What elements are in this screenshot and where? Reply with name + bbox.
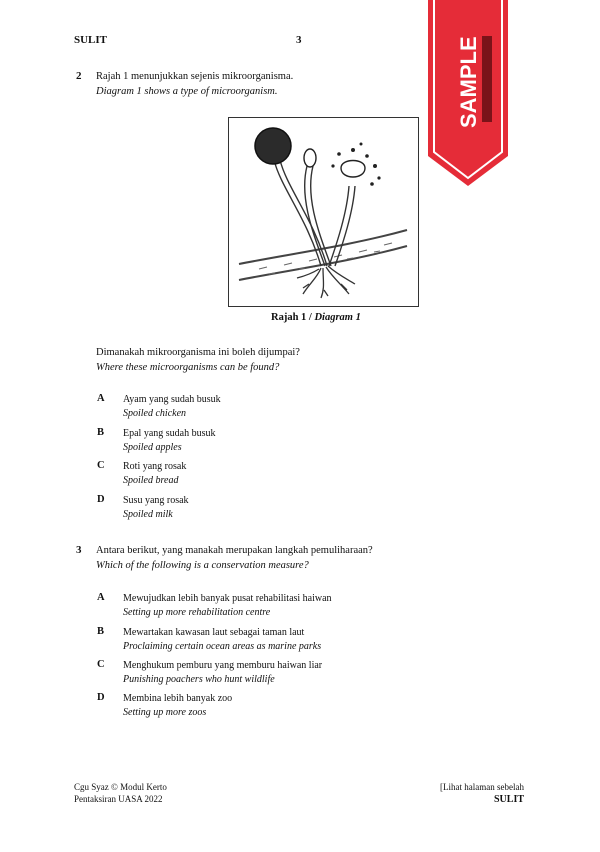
- q3-option-a-ms[interactable]: Mewujudkan lebih banyak pusat rehabilitasi haiwan: [123, 593, 332, 604]
- sporangium-mature: [255, 128, 291, 164]
- question-3-stem-ms: Antara berikut, yang manakah merupakan langkah pemuliharaan?: [96, 545, 373, 556]
- q2-option-b-en[interactable]: Spoiled apples: [123, 442, 182, 453]
- q2-option-b-letter[interactable]: B: [97, 427, 105, 438]
- q3-option-d-en[interactable]: Setting up more zoos: [123, 707, 207, 718]
- q3-option-b-en[interactable]: Proclaiming certain ocean areas as marine parks: [123, 641, 322, 652]
- q3-option-a-en[interactable]: Setting up more rehabilitation centre: [123, 607, 271, 618]
- q2-option-b-ms[interactable]: Epal yang sudah busuk: [123, 428, 216, 439]
- q2-option-c-en[interactable]: Spoiled bread: [123, 475, 179, 486]
- q2-option-a-en[interactable]: Spoiled chicken: [123, 408, 187, 419]
- diagram-1-caption: [271, 312, 361, 323]
- sporangium-bursting: [341, 161, 365, 178]
- question-3-number: 3: [76, 544, 82, 556]
- q3-option-a-letter[interactable]: A: [97, 592, 105, 603]
- q3-option-c-letter[interactable]: C: [97, 659, 105, 670]
- q2-option-a-ms[interactable]: Ayam yang sudah busuk: [123, 394, 221, 405]
- q2-option-c-ms[interactable]: Roti yang rosak: [123, 461, 187, 472]
- question-2-prompt-en: Where these microorganisms can be found?: [96, 362, 280, 373]
- question-2-prompt-ms: Dimanakah mikroorganisma ini boleh dijumpai?: [96, 347, 300, 358]
- question-2-stem-ms: Rajah 1 menunjukkan sejenis mikroorganisma.: [96, 71, 294, 82]
- sporangium-young: [304, 149, 316, 167]
- q3-option-b-ms[interactable]: Mewartakan kawasan laut sebagai taman laut: [123, 627, 305, 638]
- q3-option-d-letter[interactable]: D: [97, 692, 105, 703]
- footer-left-line2: Pentaksiran UASA 2022: [74, 794, 163, 804]
- q3-option-c-ms[interactable]: Menghukum pemburu yang memburu haiwan liar: [123, 660, 323, 671]
- footer-left-line1: Cgu Syaz © Modul Kerto: [74, 782, 167, 792]
- ribbon-text: SAMPLE: [456, 36, 481, 128]
- header-sulit: SULIT: [74, 34, 108, 46]
- question-2-number: 2: [76, 70, 82, 82]
- rhizoids: [297, 266, 355, 298]
- q3-option-c-en[interactable]: Punishing poachers who hunt wildlife: [123, 674, 275, 685]
- question-2-stem-en: Diagram 1 shows a type of microorganism.: [96, 86, 278, 97]
- mould-diagram: [229, 118, 418, 306]
- diagram-1-box: [228, 117, 419, 307]
- q2-option-d-en[interactable]: Spoiled milk: [123, 509, 173, 520]
- q2-option-a-letter[interactable]: A: [97, 393, 105, 404]
- footer-right-line1: [Lihat halaman sebelah: [440, 782, 524, 792]
- q2-option-c-letter[interactable]: C: [97, 460, 105, 471]
- page-number: 3: [296, 34, 302, 46]
- question-3-stem-en: Which of the following is a conservation measure?: [96, 560, 309, 571]
- footer-right-line2: SULIT: [493, 794, 524, 805]
- q2-option-d-letter[interactable]: D: [97, 494, 105, 505]
- caption-en: Diagram 1: [314, 312, 361, 323]
- q2-option-d-ms[interactable]: Susu yang rosak: [123, 495, 189, 506]
- ribbon-stamp-bar: [482, 36, 492, 122]
- sample-ribbon: [428, 0, 508, 186]
- q3-option-d-ms[interactable]: Membina lebih banyak zoo: [123, 693, 233, 704]
- q3-option-b-letter[interactable]: B: [97, 626, 105, 637]
- caption-ms: Rajah 1 /: [271, 312, 312, 323]
